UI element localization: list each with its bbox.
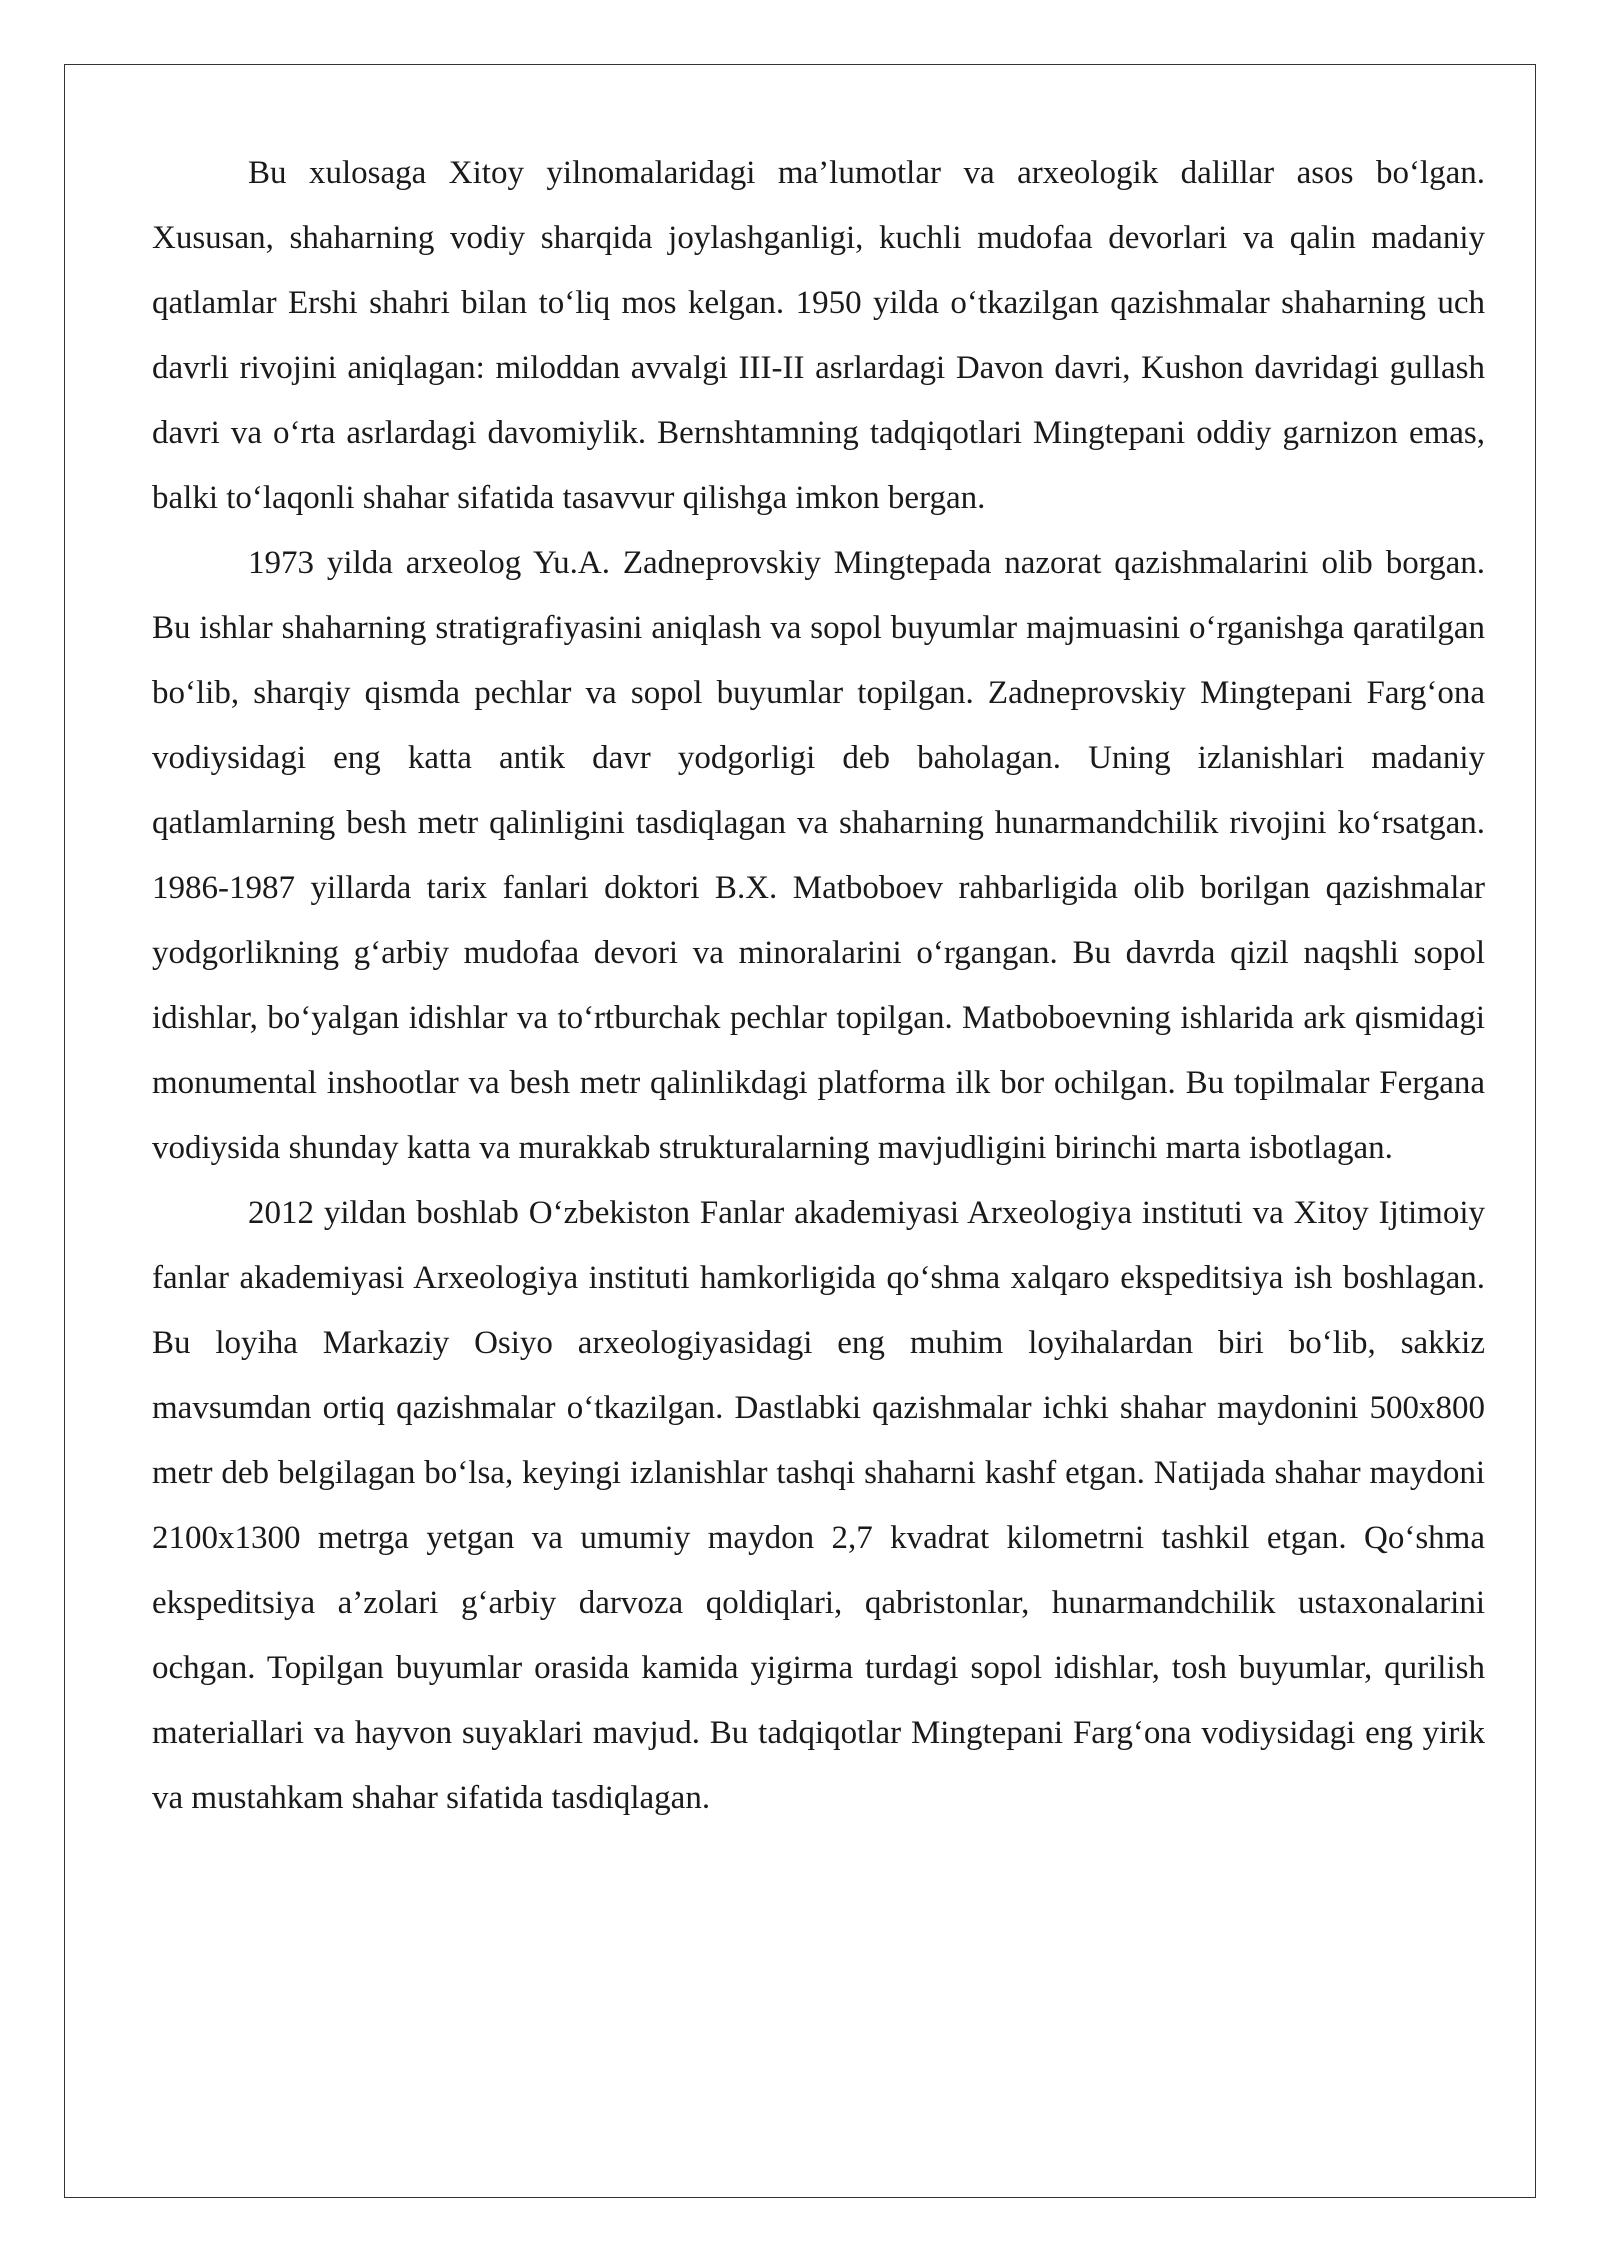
paragraph-2: 1973 yilda arxeolog Yu.A. Zadneprovskiy Mingtepada nazorat qazishmalarini olib borgan. Bu ishlar shaharning stratigrafiyasini aniqlash va sopol buyumlar majmuasini o‘rganishga qaratilgan bo‘lib, sharqiy qismda pechlar va sopol buyumlar topilgan. Zadneprovskiy Mingtepani Farg‘ona vodiysidagi eng katta antik davr yodgorligi deb baholagan. Uning izlanishlari madaniy qatlamlarning besh metr qalinligini tasdiqlagan va shaharning hunarmandchilik rivojini ko‘rsatgan. 1986-1987 yillarda tarix fanlari doktori B.X. Matboboev rahbarligida olib borilgan qazishmalar yodgorlikning g‘arbiy mudofaa devori va minoralarini o‘rgangan. Bu davrda qizil naqshli sopol idishlar, bo‘yalgan idishlar va to‘rtburchak pechlar topilgan. Matboboevning ishlarida ark qismidagi monumental inshootlar va besh metr qalinlikdagi platforma ilk bor ochilgan. Bu topilmalar Fergana vodiysida shunday katta va murakkab strukturalarning mavjudligini birinchi marta isbotlagan. (152, 545, 1485, 1166)
paragraph-3: 2012 yildan boshlab O‘zbekiston Fanlar akademiyasi Arxeologiya instituti va Xitoy Ijtimoiy fanlar akademiyasi Arxeologiya instituti hamkorligida qo‘shma xalqaro ekspeditsiya ish boshlagan. Bu loyiha Markaziy Osiyo arxeologiyasidagi eng muhim loyihalardan biri bo‘lib, sakkiz mavsumdan ortiq qazishmalar o‘tkazilgan. Dastlabki qazishmalar ichki shahar maydonini 500x800 metr deb belgilagan bo‘lsa, keyingi izlanishlar tashqi shaharni kashf etgan. Natijada shahar maydoni 2100x1300 metrga yetgan va umumiy maydon 2,7 kvadrat kilometrni tashkil etgan. Qo‘shma ekspeditsiya a’zolari g‘arbiy darvoza qoldiqlari, qabristonlar, hunarmandchilik ustaxonalarini ochgan. Topilgan buyumlar orasida kamida yigirma turdagi sopol idishlar, tosh buyumlar, qurilish materiallari va hayvon suyaklari mavjud. Bu tadqiqotlar Mingtepani Farg‘ona vodiysidagi eng yirik va mustahkam shahar sifatida tasdiqlagan. (152, 1195, 1485, 1816)
document-body (152, 141, 1485, 1831)
paragraph-1: Bu xulosaga Xitoy yilnomalaridagi ma’lumotlar va arxeologik dalillar asos bo‘lgan. Xususan, shaharning vodiy sharqida joylashganligi, kuchli mudofaa devorlari va qalin madaniy qatlamlar Ershi shahri bilan to‘liq mos kelgan. 1950 yilda o‘tkazilgan qazishmalar shaharning uch davrli rivojini aniqlagan: miloddan avvalgi III-II asrlardagi Davon davri, Kushon davridagi gullash davri va o‘rta asrlardagi davomiylik. Bernshtamning tadqiqotlari Mingtepani oddiy garnizon emas, balki to‘laqonli shahar sifatida tasavvur qilishga imkon bergan. (152, 155, 1485, 516)
